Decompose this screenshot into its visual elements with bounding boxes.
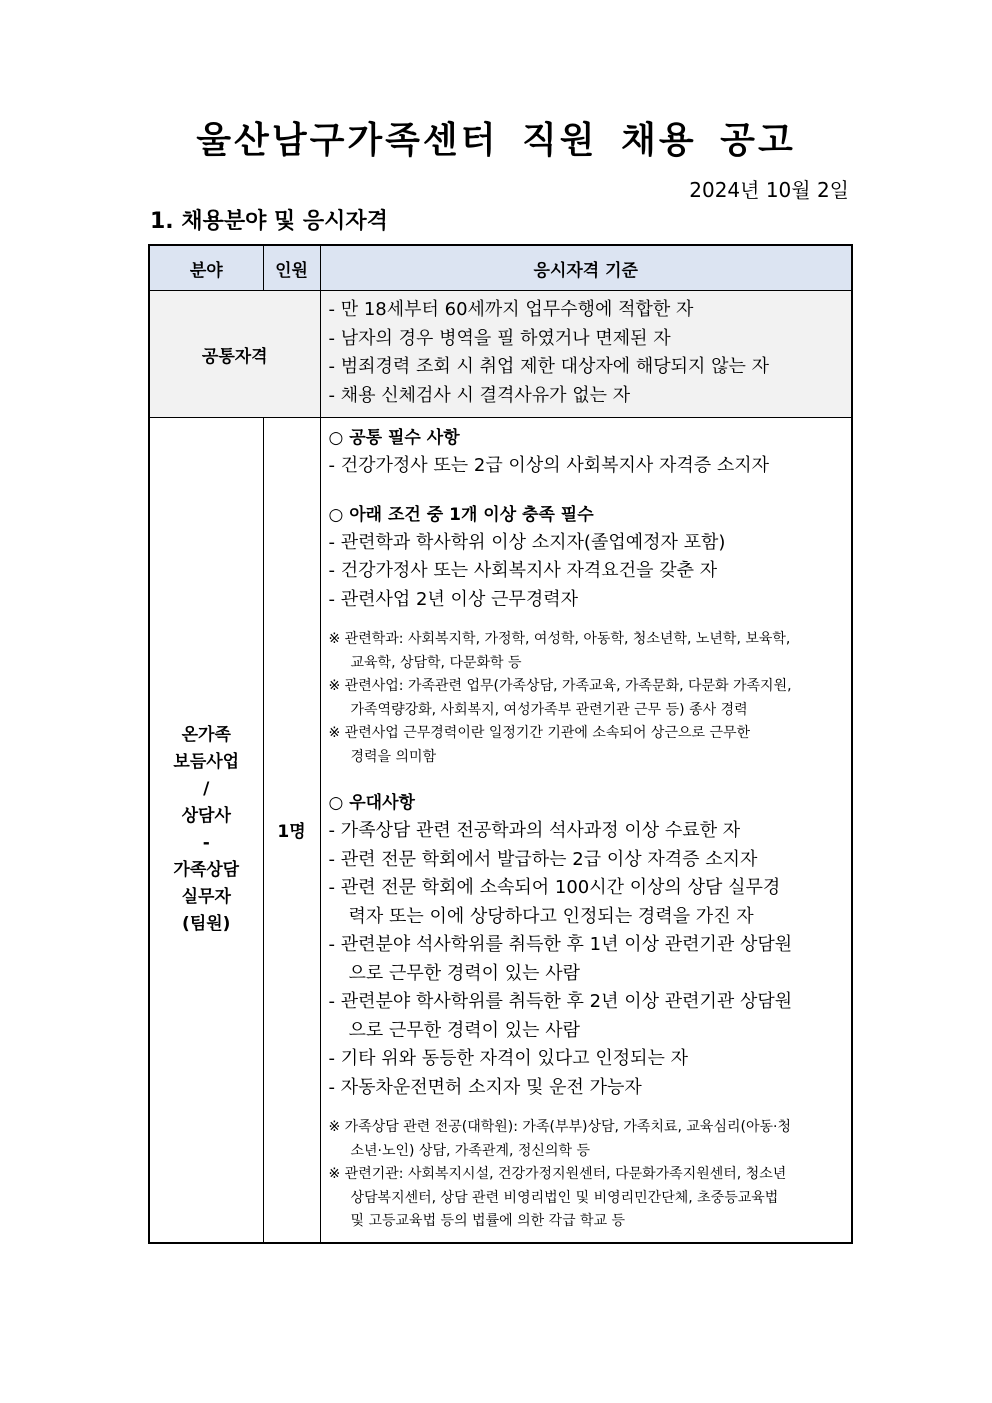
list-item: - 관련학과 학사학위 이상 소지자(졸업예정자 포함) (328, 531, 726, 553)
announcement-date: 2024년 10월 2일 (689, 178, 849, 202)
common-qualification-list (320, 291, 852, 418)
field-line: - (202, 832, 210, 853)
preference-heading: ○ 우대사항 (328, 793, 415, 813)
recruitment-table (148, 244, 853, 1244)
position-field (149, 418, 263, 1243)
note-line: 가족역량강화, 사회복지, 여성가족부 관련기관 근무 등) 종사 경력 (350, 701, 748, 718)
common-qualification-row (149, 291, 852, 418)
note-line: 및 고등교육법 등의 법률에 의한 각급 학교 등 (350, 1213, 626, 1229)
list-item: - 관련분야 학사학위를 취득한 후 2년 이상 관련기관 상담원 (328, 991, 793, 1012)
list-item: - 건강가정사 또는 2급 이상의 사회복지사 자격증 소지자 (328, 455, 770, 476)
header-headcount: 인원 (263, 245, 320, 291)
list-item: - 가족상담 관련 전공학과의 석사과정 이상 수료한 자 (328, 820, 741, 841)
field-line: (팀원) (182, 913, 231, 934)
list-item: - 관련사업 2년 이상 근무경력자 (328, 588, 578, 610)
note-line: 소년·노인) 상담, 가족관계, 정신의학 등 (350, 1142, 590, 1159)
note-line: ※ 관련사업: 가족관련 업무(가족상담, 가족교육, 가족문화, 다문화 가족지원, (328, 678, 792, 694)
list-item: - 건강가정사 또는 사회복지사 자격요건을 갖춘 자 (328, 560, 718, 581)
note-line: ※ 관련사업 근무경력이란 일정기간 기관에 소속되어 상근으로 근무한 (328, 725, 751, 741)
required-common-heading: ○ 공통 필수 사항 (328, 428, 460, 448)
note-line: ※ 관련기관: 사회복지시설, 건강가정지원센터, 다문화가족지원센터, 청소년 (328, 1166, 787, 1182)
list-item-continuation: 력자 또는 이에 상당하다고 인정되는 경력을 가진 자 (348, 905, 754, 927)
note-line: ※ 관련학과: 사회복지학, 가정학, 여성학, 아동학, 청소년학, 노년학, 보육학, (328, 631, 791, 647)
common-qualification-label: 공통자격 (149, 291, 320, 418)
note-line: 상담복지센터, 상담 관련 비영리법인 및 비영리민간단체, 초중등교육법 (350, 1189, 779, 1206)
field-line: 가족상담 (173, 859, 240, 880)
position-headcount: 1명 (263, 418, 320, 1243)
header-field: 분야 (149, 245, 263, 291)
list-item-continuation: 으로 근무한 경력이 있는 사람 (348, 1019, 581, 1041)
field-line: / (203, 778, 210, 799)
field-line: 실무자 (181, 886, 231, 907)
one-or-more-heading: ○ 아래 조건 중 1개 이상 충족 필수 (328, 504, 594, 525)
position-criteria (320, 418, 852, 1243)
list-item: - 관련분야 석사학위를 취득한 후 1년 이상 관련기관 상담원 (328, 934, 793, 955)
field-line: 보듬사업 (173, 751, 240, 772)
section-heading: 1. 채용분야 및 응시자격 (150, 209, 388, 234)
list-item: - 만 18세부터 60세까지 업무수행에 적합한 자 (328, 299, 694, 320)
list-item: - 남자의 경우 병역을 필 하였거나 면제된 자 (328, 327, 671, 349)
list-item: - 기타 위와 동등한 자격이 있다고 인정되는 자 (328, 1048, 689, 1069)
list-item: - 관련 전문 학회에 소속되어 100시간 이상의 상담 실무경 (328, 877, 781, 898)
note-line: 경력을 의미함 (350, 748, 437, 765)
list-item: - 범죄경력 조회 시 취업 제한 대상자에 해당되지 않는 자 (328, 356, 770, 377)
list-item: - 관련 전문 학회에서 발급하는 2급 이상 자격증 소지자 (328, 848, 758, 870)
header-criteria: 응시자격 기준 (320, 245, 852, 291)
note-line: ※ 가족상담 관련 전공(대학원): 가족(부부)상담, 가족치료, 교육심리(아동·청 (328, 1119, 791, 1135)
table-header-row (149, 245, 852, 291)
position-row (149, 418, 852, 1243)
list-item: - 채용 신체검사 시 결격사유가 없는 자 (328, 384, 631, 406)
list-item-continuation: 으로 근무한 경력이 있는 사람 (348, 962, 581, 984)
page-title: 울산남구가족센터 직원 채용 공고 (196, 120, 796, 161)
field-line: 상담사 (181, 805, 231, 826)
field-line: 온가족 (181, 724, 231, 745)
note-line: 교육학, 상담학, 다문화학 등 (350, 654, 522, 671)
list-item: - 자동차운전면허 소지자 및 운전 가능자 (328, 1076, 642, 1098)
